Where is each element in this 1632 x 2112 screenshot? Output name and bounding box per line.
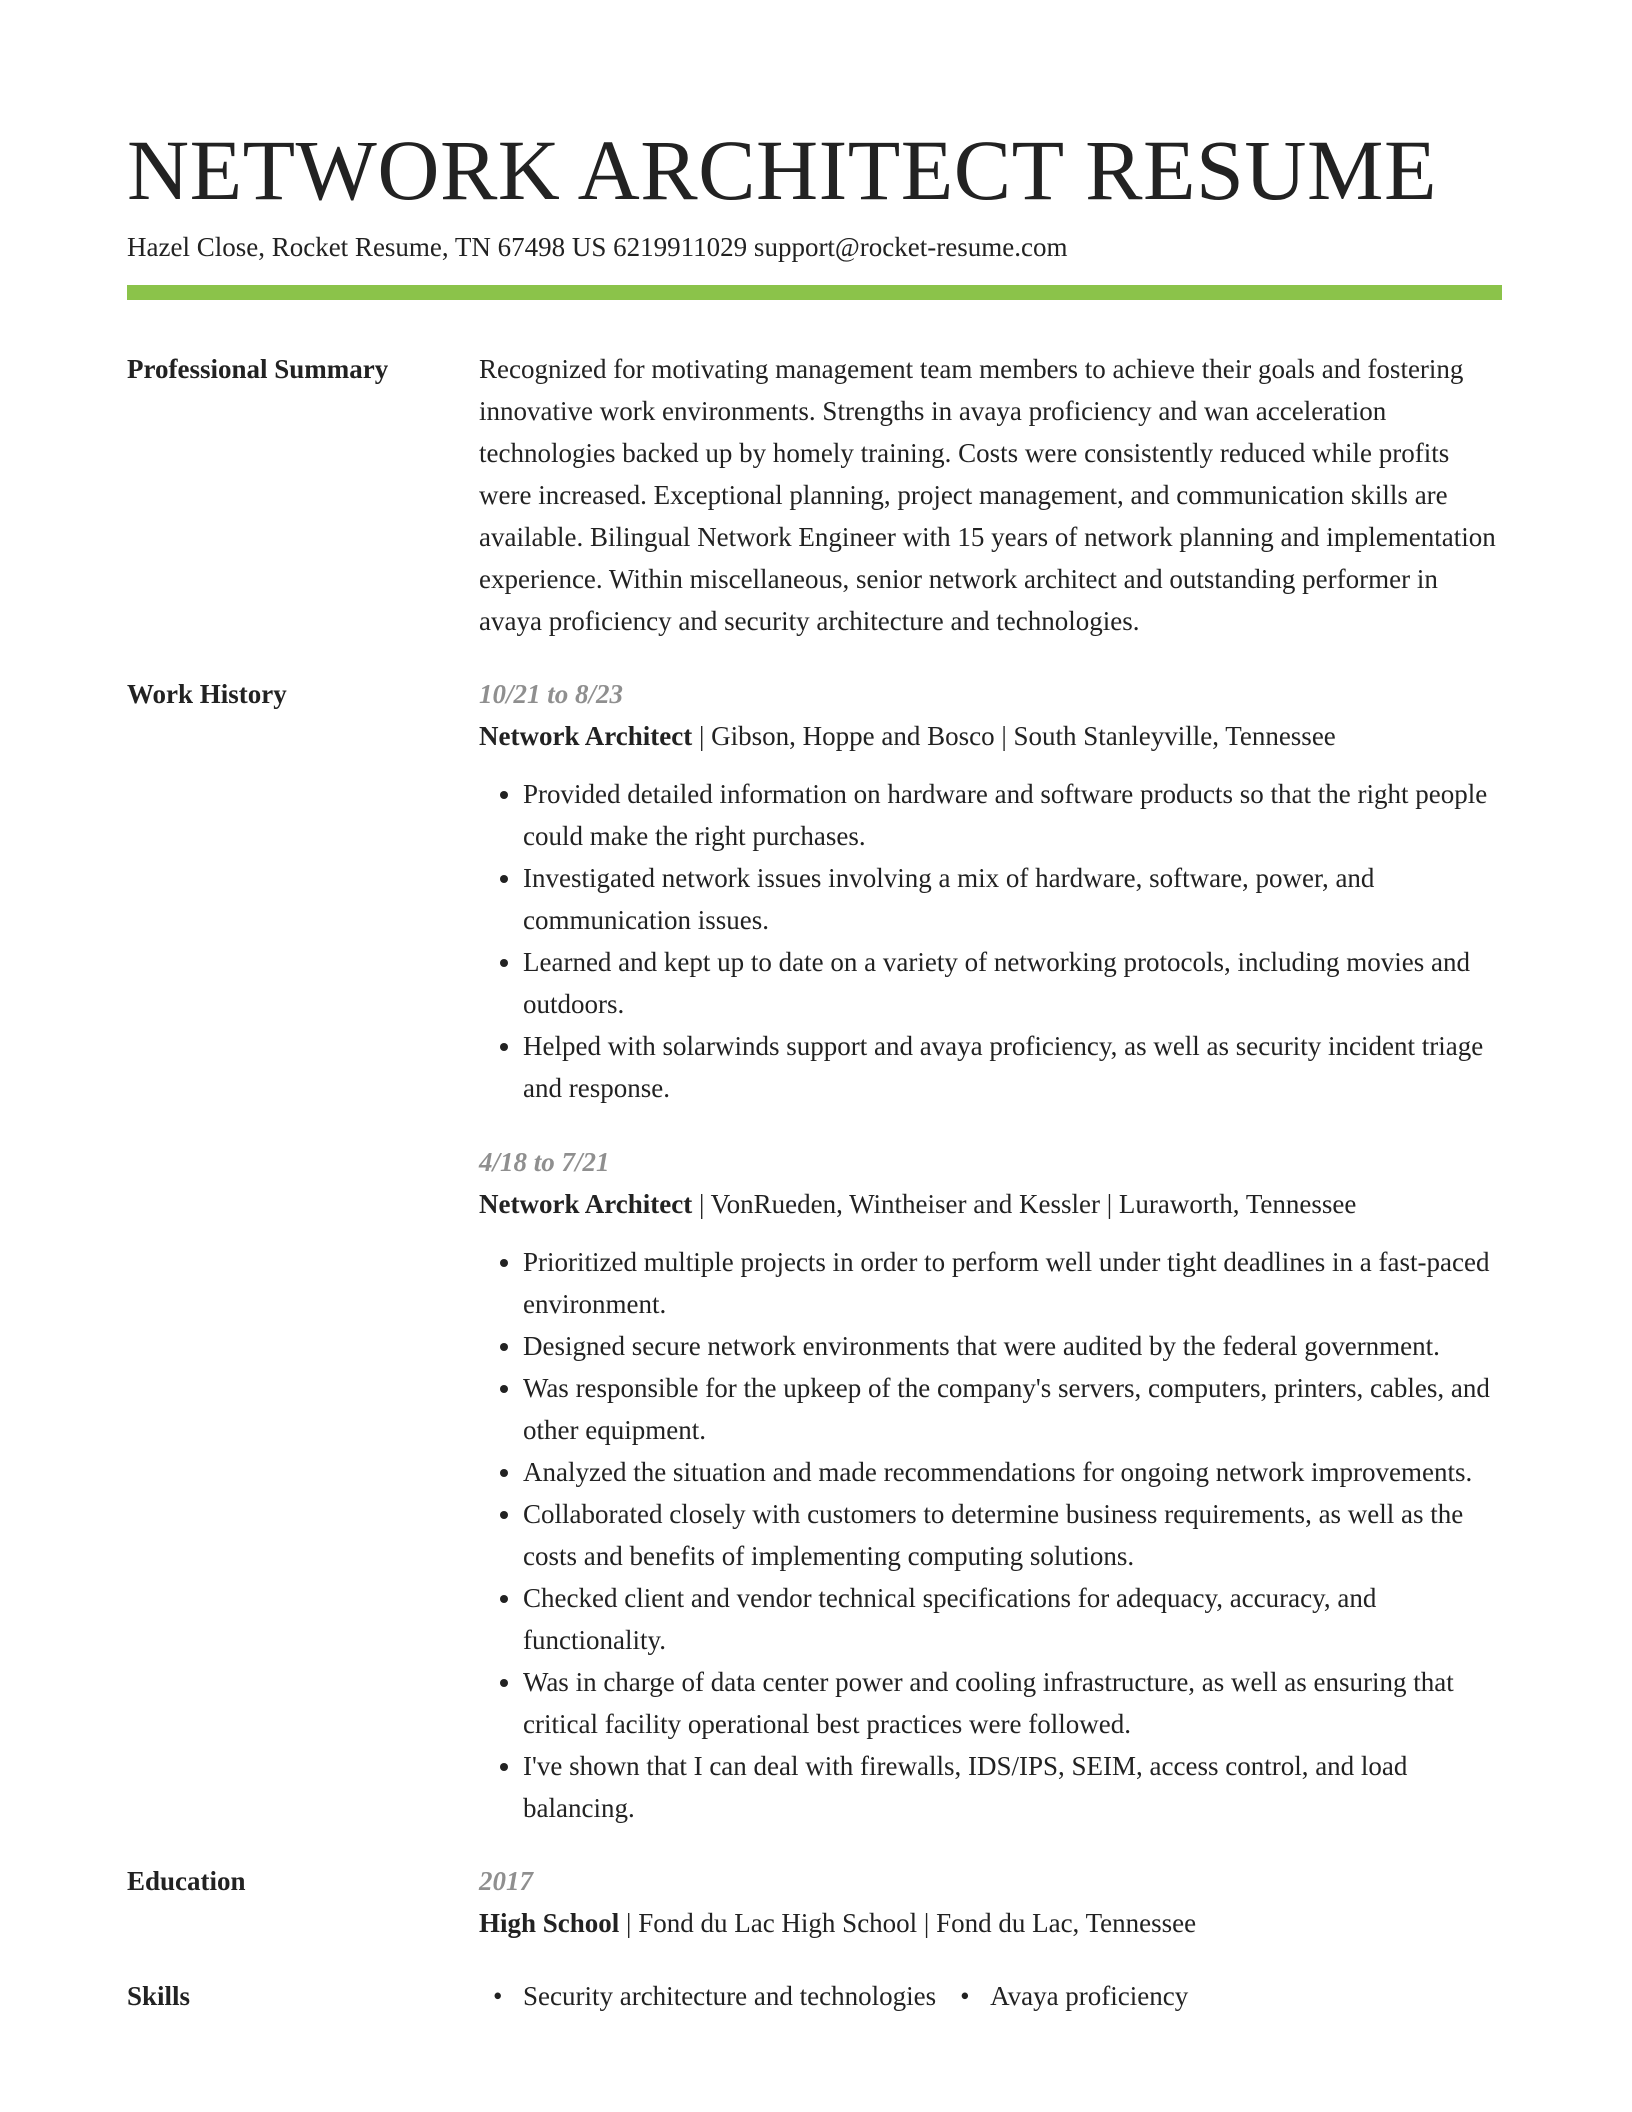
- education-year: 2017: [479, 1866, 533, 1896]
- education-content: [479, 1860, 1502, 1944]
- education-line: [479, 1902, 1502, 1944]
- job-bullet-list: [479, 773, 1502, 1109]
- job-employer-details: | VonRueden, Wintheiser and Kessler | Luraworth, Tennessee: [692, 1189, 1357, 1219]
- education-details: | Fond du Lac High School | Fond du Lac, Tennessee: [619, 1908, 1197, 1938]
- job-dates: 4/18 to 7/21: [479, 1147, 610, 1177]
- job-entry: [479, 1141, 1502, 1829]
- job-bullet: • Provided detailed information on hardware and software products so that the right people could make the right purchases.: [523, 773, 1502, 857]
- job-bullet: • Investigated network issues involving a mix of hardware, software, power, and communication issues.: [523, 857, 1502, 941]
- job-title: Network Architect: [479, 721, 693, 751]
- work-history-label: Work History: [127, 679, 287, 709]
- skill-item: • Security architecture and technologies: [479, 1975, 936, 2017]
- contact-line: Hazel Close, Rocket Resume, TN 67498 US 6219911029 support@rocket-resume.com: [127, 232, 1068, 262]
- work-history-section: [127, 673, 1502, 1829]
- education-label: Education: [127, 1866, 246, 1896]
- summary-section: [127, 348, 1502, 642]
- work-history-content: [479, 673, 1502, 1829]
- job-bullet: • I've shown that I can deal with firewalls, IDS/IPS, SEIM, access control, and load balancing.: [523, 1745, 1502, 1829]
- job-bullet: • Learned and kept up to date on a variety of networking protocols, including movies and outdoors.: [523, 941, 1502, 1025]
- job-role-line: [479, 1183, 1502, 1225]
- job-bullet: • Designed secure network environments that were audited by the federal government.: [523, 1325, 1502, 1367]
- job-bullet: • Prioritized multiple projects in order to perform well under tight deadlines in a fast-paced environment.: [523, 1241, 1502, 1325]
- job-role-line: [479, 715, 1502, 757]
- job-bullet: • Checked client and vendor technical specifications for adequacy, accuracy, and functionality.: [523, 1577, 1502, 1661]
- skills-content: [479, 1975, 1502, 2017]
- job-title: Network Architect: [479, 1189, 693, 1219]
- education-degree: High School: [479, 1908, 620, 1938]
- education-section: [127, 1860, 1502, 1944]
- job-bullet: • Analyzed the situation and made recommendations for ongoing network improvements.: [523, 1451, 1502, 1493]
- job-bullet: • Was responsible for the upkeep of the company's servers, computers, printers, cables, and other equipment.: [523, 1367, 1502, 1451]
- summary-label: Professional Summary: [127, 354, 389, 384]
- job-bullet-list: [479, 1241, 1502, 1829]
- job-dates: 10/21 to 8/23: [479, 679, 624, 709]
- job-bullet: • Was in charge of data center power and cooling infrastructure, as well as ensuring that critical facility operational best practices were followed.: [523, 1661, 1502, 1745]
- job-bullet: • Helped with solarwinds support and avaya proficiency, as well as security incident triage and response.: [523, 1025, 1502, 1109]
- resume-title: NETWORK ARCHITECT RESUME: [127, 122, 1437, 218]
- job-employer-details: | Gibson, Hoppe and Bosco | South Stanleyville, Tennessee: [692, 721, 1336, 751]
- header-divider: [127, 285, 1502, 300]
- skills-section: [127, 1975, 1502, 2017]
- skills-list: [479, 1975, 1502, 2017]
- summary-text: Recognized for motivating management team members to achieve their goals and fostering innovative work environments. Strengths in avaya proficiency and wan acceleration technologies backed up by homely training. Costs were consistently reduced while profits were increased. Exceptional planning, project management, and communication skills are available. Bilingual Network Engineer with 15 years of network planning and implementation experience. Within miscellaneous, senior network architect and outstanding performer in avaya proficiency and security architecture and technologies.: [479, 354, 1496, 636]
- resume-page: [127, 120, 1502, 2017]
- job-bullet: • Collaborated closely with customers to determine business requirements, as well as the costs and benefits of implementing computing solutions.: [523, 1493, 1502, 1577]
- job-entry: [479, 673, 1502, 1109]
- skill-item: • Avaya proficiency: [946, 1975, 1188, 2017]
- skills-label: Skills: [127, 1981, 191, 2011]
